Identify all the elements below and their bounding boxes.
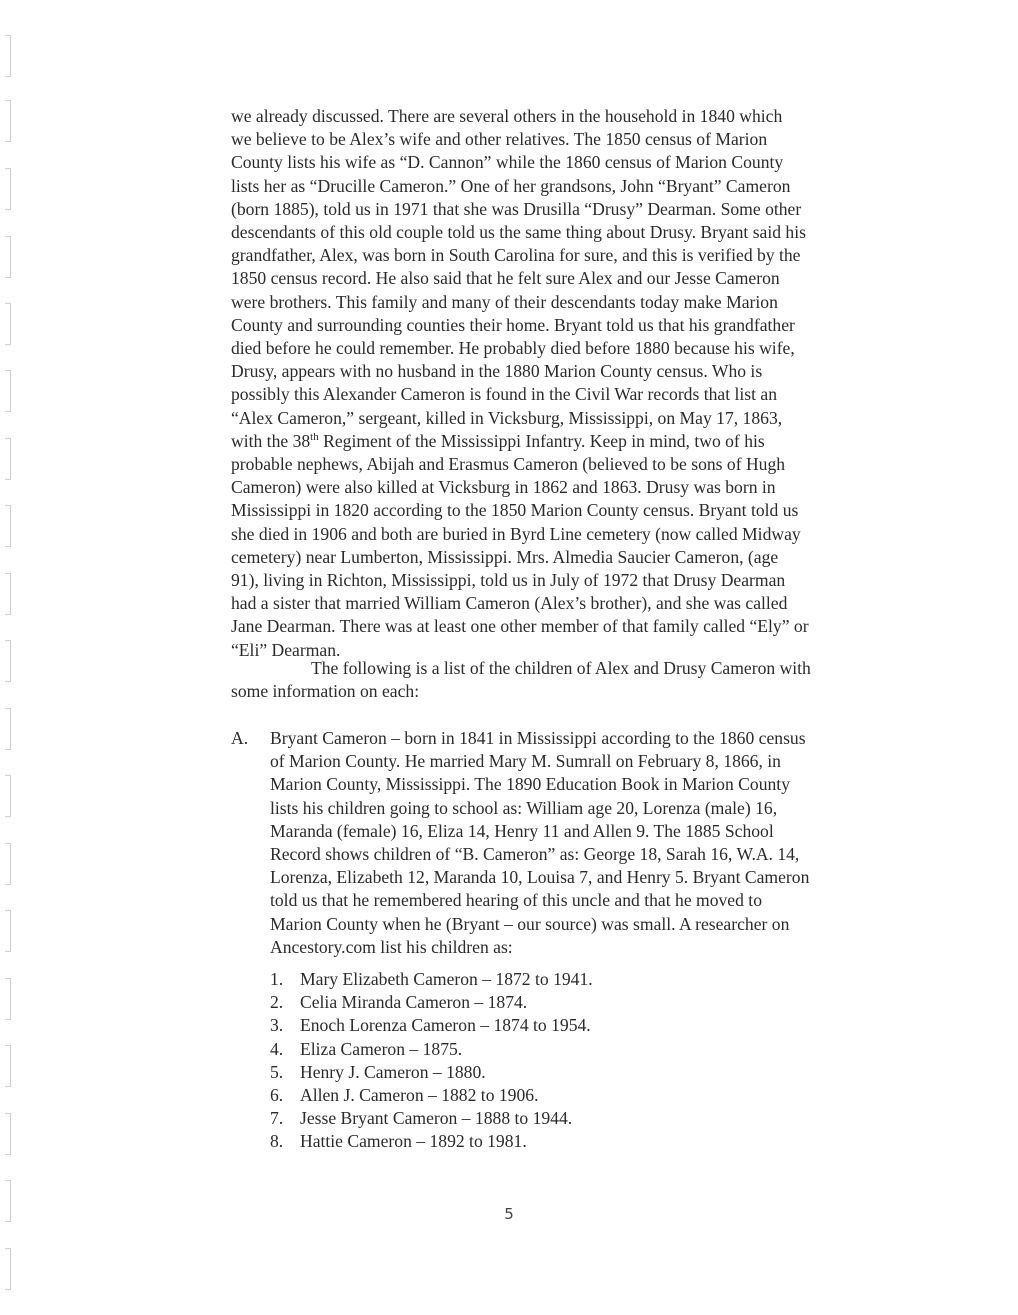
text-line-with-superscript — [231, 430, 901, 453]
children-list — [270, 968, 870, 1154]
text-line: lists his children going to school as: William age 20, Lorenza (male) 16, — [270, 797, 778, 818]
text-line: 1850 census record. He also said that he felt sure Alex and our Jesse Cameron — [231, 268, 780, 289]
page-number: 5 — [504, 1205, 514, 1223]
list-item — [270, 1084, 870, 1107]
text-line: County and surrounding counties their home. Bryant told us that his grandfather — [231, 314, 795, 335]
text-line: grandfather, Alex, was born in South Carolina for sure, and this is verified by the — [231, 245, 801, 266]
list-number: 8. — [270, 1131, 284, 1152]
list-item — [270, 968, 870, 991]
item-letter: A. — [231, 728, 249, 748]
text-line: had a sister that married William Cameron (Alex’s brother), and she was called — [231, 593, 788, 614]
binding-mark — [5, 573, 11, 615]
text-line: she died in 1906 and both are buried in Byrd Line cemetery (now called Midway — [231, 523, 801, 544]
text-line: Ancestory.com list his children as: — [270, 936, 513, 957]
text-line: Bryant Cameron – born in 1841 in Mississippi according to the 1860 census — [270, 728, 806, 748]
text-line: “Alex Cameron,” sergeant, killed in Vicksburg, Mississippi, on May 17, 1863, — [231, 407, 783, 428]
list-number: 4. — [270, 1038, 284, 1059]
list-item — [270, 991, 870, 1014]
text-line: Mississippi in 1820 according to the 1850 Marion County census. Bryant told us — [231, 500, 799, 521]
text-line: Marion County, Mississippi. The 1890 Education Book in Marion County — [270, 774, 790, 795]
binding-mark — [5, 978, 11, 1020]
list-text: Allen J. Cameron – 1882 to 1906. — [300, 1085, 539, 1106]
text-line: (born 1885), told us in 1971 that she was Drusilla “Drusy” Dearman. Some other — [231, 198, 802, 219]
text-line: told us that he remembered hearing of this uncle and that he moved to — [270, 890, 762, 911]
list-text: Jesse Bryant Cameron – 1888 to 1944. — [300, 1108, 573, 1129]
list-text: Enoch Lorenza Cameron – 1874 to 1954. — [300, 1015, 591, 1036]
list-number: 6. — [270, 1085, 284, 1106]
text-fragment: with the 38 — [231, 430, 311, 451]
list-item — [270, 1130, 870, 1153]
text-line: probable nephews, Abijah and Erasmus Cameron (believed to be sons of Hugh — [231, 454, 786, 475]
list-text: Eliza Cameron – 1875. — [300, 1038, 463, 1059]
text-line: lists her as “Drucille Cameron.” One of her grandsons, John “Bryant” Cameron — [231, 175, 791, 196]
list-number: 1. — [270, 969, 284, 989]
binding-mark — [5, 370, 11, 412]
binding-mark — [5, 438, 11, 480]
binding-mark — [5, 708, 11, 750]
text-line: Drusy, appears with no husband in the 1880 Marion County census. Who is — [231, 361, 763, 382]
binding-mark — [5, 236, 11, 278]
binding-mark — [5, 100, 11, 142]
list-text: Hattie Cameron – 1892 to 1981. — [300, 1131, 527, 1152]
text-line: we already discussed. There are several others in the household in 1840 which — [231, 106, 783, 126]
scan-binding-marks — [0, 0, 16, 1315]
text-fragment: Regiment of the Mississippi Infantry. Keep in mind, two of his — [318, 430, 765, 451]
list-number: 7. — [270, 1108, 284, 1129]
binding-mark — [5, 1113, 11, 1155]
binding-mark — [5, 505, 11, 547]
text-line: were brothers. This family and many of their descendants today make Marion — [231, 291, 778, 312]
list-item — [270, 1107, 870, 1130]
ordinal-superscript: th — [310, 430, 319, 443]
list-item — [270, 1014, 870, 1037]
list-number: 5. — [270, 1061, 284, 1082]
text-line: possibly this Alexander Cameron is found in the Civil War records that list an — [231, 384, 778, 405]
list-text: Mary Elizabeth Cameron – 1872 to 1941. — [300, 969, 593, 989]
binding-mark — [5, 910, 11, 952]
list-text: Henry J. Cameron – 1880. — [300, 1061, 486, 1082]
text-line: Cameron) were also killed at Vicksburg in 1862 and 1863. Drusy was born in — [231, 477, 776, 498]
binding-mark — [5, 640, 11, 682]
text-line: of Marion County. He married Mary M. Sumrall on February 8, 1866, in — [270, 751, 781, 772]
list-number: 2. — [270, 992, 284, 1013]
list-item — [270, 1061, 870, 1084]
text-line: we believe to be Alex’s wife and other relatives. The 1850 census of Marion — [231, 129, 768, 150]
binding-mark — [5, 35, 11, 77]
text-line: The following is a list of the children of Alex and Drusy Cameron with — [311, 658, 811, 678]
binding-mark — [5, 775, 11, 817]
text-line: Record shows children of “B. Cameron” as: George 18, Sarah 16, W.A. 14, — [270, 844, 800, 865]
text-line: 91), living in Richton, Mississippi, told us in July of 1972 that Drusy Dearman — [231, 570, 786, 591]
binding-mark — [5, 303, 11, 345]
text-line: descendants of this old couple told us the same thing about Drusy. Bryant said his — [231, 222, 806, 243]
binding-mark — [5, 1045, 11, 1087]
body-paragraph — [231, 105, 901, 662]
binding-mark — [5, 168, 11, 210]
text-line: Maranda (female) 16, Eliza 14, Henry 11 and Allen 9. The 1885 School — [270, 820, 774, 841]
text-line: Lorenza, Elizabeth 12, Maranda 10, Louisa 7, and Henry 5. Bryant Cameron — [270, 867, 810, 888]
list-number: 3. — [270, 1015, 284, 1036]
text-line: “Eli” Dearman. — [231, 639, 341, 660]
intro-paragraph — [231, 657, 901, 703]
text-line: County lists his wife as “D. Cannon” while the 1860 census of Marion County — [231, 152, 784, 173]
item-body — [270, 727, 910, 959]
text-line: Marion County when he (Bryant – our source) was small. A researcher on — [270, 913, 790, 934]
text-line: cemetery) near Lumberton, Mississippi. Mrs. Almedia Saucier Cameron, (age — [231, 546, 779, 567]
binding-mark — [5, 1248, 11, 1290]
list-text: Celia Miranda Cameron – 1874. — [300, 992, 528, 1013]
list-item — [270, 1038, 870, 1061]
text-line: died before he could remember. He probably died before 1880 because his wife, — [231, 338, 795, 359]
text-line: some information on each: — [231, 681, 420, 702]
text-line: Jane Dearman. There was at least one other member of that family called “Ely” or — [231, 616, 809, 637]
binding-mark — [5, 843, 11, 885]
